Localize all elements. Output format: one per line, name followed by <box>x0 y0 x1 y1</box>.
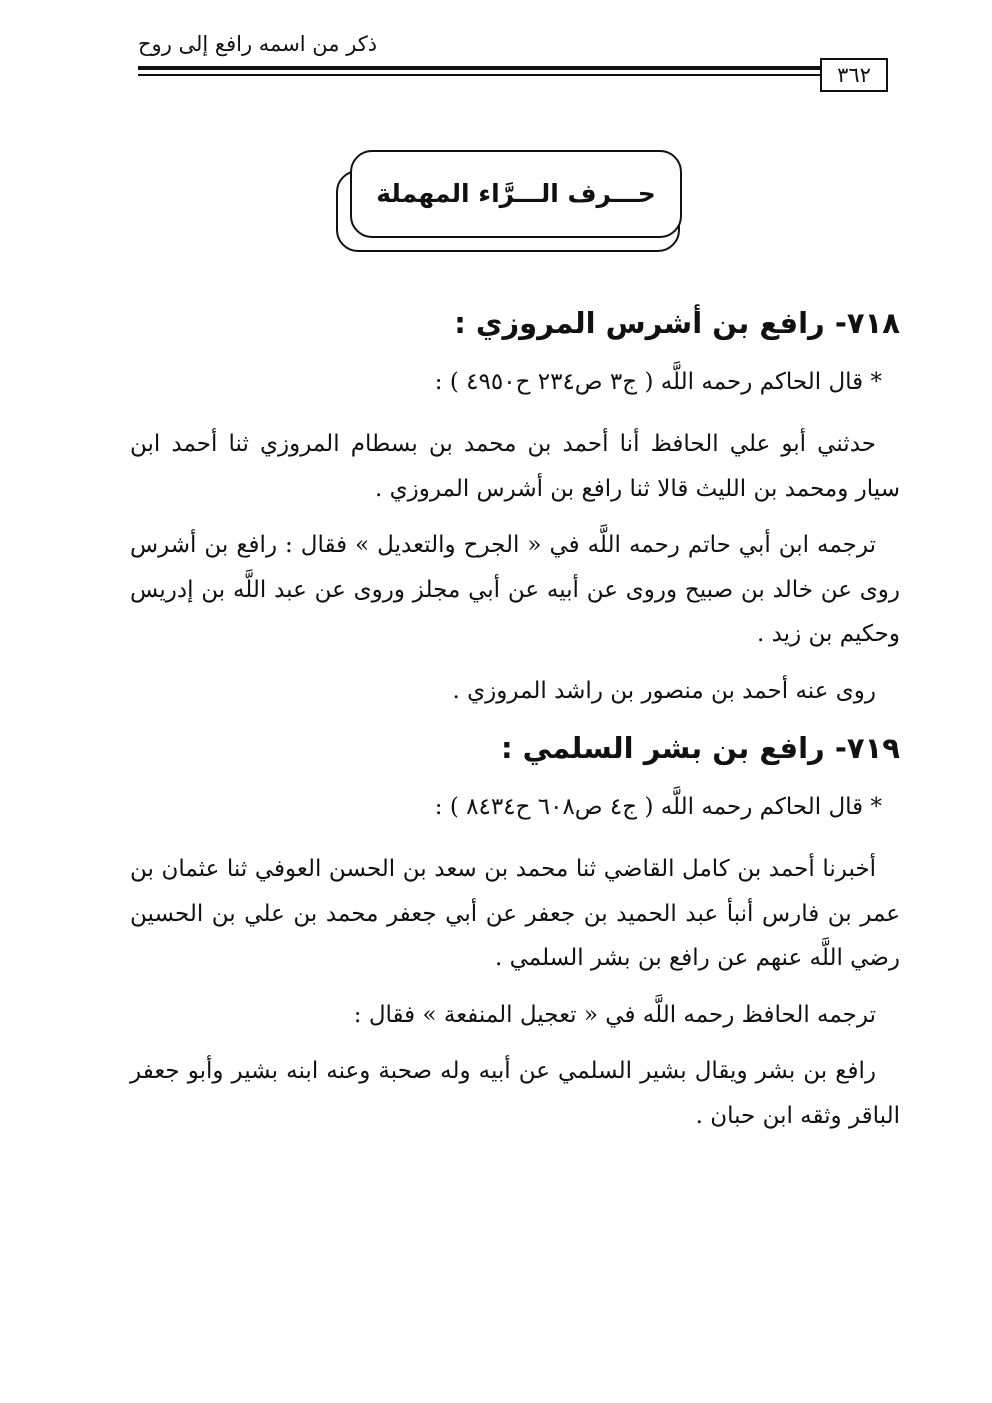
section-heading-frame <box>336 150 692 250</box>
page-number: ٣٦٢ <box>820 58 888 92</box>
entry-paragraph: رافع بن بشر ويقال بشير السلمي عن أبيه وله صحبة وعنه ابنه بشير وأبو جعفر الباقر وثقه ابن حبان . <box>130 1058 900 1129</box>
running-header-title: ذكر من اسمه رافع إلى روح <box>138 32 378 56</box>
entry-paragraph: حدثني أبو علي الحافظ أنا أحمد بن محمد بن بسطام المروزي ثنا أحمد ابن سيار ومحمد بن الليث قالا ثنا رافع بن أشرس المروزي . <box>130 431 900 502</box>
source-citation: * قال الحاكم رحمه اللَّه ( ج٤ ص٦٠٨ ح٨٤٣٤ ) : <box>434 794 882 820</box>
entry-719 <box>130 725 900 1138</box>
entry-paragraph: روى عنه أحمد بن منصور بن راشد المروزي . <box>452 677 876 704</box>
entry-heading: ٧١٩- رافع بن بشر السلمي : <box>500 731 900 765</box>
entry-718 <box>130 300 900 713</box>
entry-paragraph: ترجمه الحافظ رحمه اللَّه في « تعجيل المنفعة » فقال : <box>353 1001 876 1028</box>
entry-heading: ٧١٨- رافع بن أشرس المروزي : <box>454 306 900 340</box>
entry-paragraph: ترجمه ابن أبي حاتم رحمه اللَّه في « الجرح والتعديل » فقال : رافع بن أشرس روى عن خالد بن صبيح وروى عن أبيه عن أبي مجلز وروى عن عبد اللَّه بن إدريس وحكيم بن زيد . <box>130 532 900 647</box>
section-heading: حـــرف الـــرَّاء المهملة <box>350 150 682 238</box>
source-citation: * قال الحاكم رحمه اللَّه ( ج٣ ص٢٣٤ ح٤٩٥٠ ) : <box>434 369 882 395</box>
running-header <box>138 28 888 98</box>
page-content <box>130 300 900 1150</box>
header-rule-thin <box>138 74 824 76</box>
entry-paragraph: أخبرنا أحمد بن كامل القاضي ثنا محمد بن سعد بن الحسن العوفي ثنا عثمان بن عمر بن فارس أنبأ عبد الحميد بن جعفر عن أبي جعفر محمد بن علي بن الحسين رضي اللَّه عنهم عن رافع بن بشر السلمي . <box>130 856 900 971</box>
header-rule <box>138 66 824 70</box>
